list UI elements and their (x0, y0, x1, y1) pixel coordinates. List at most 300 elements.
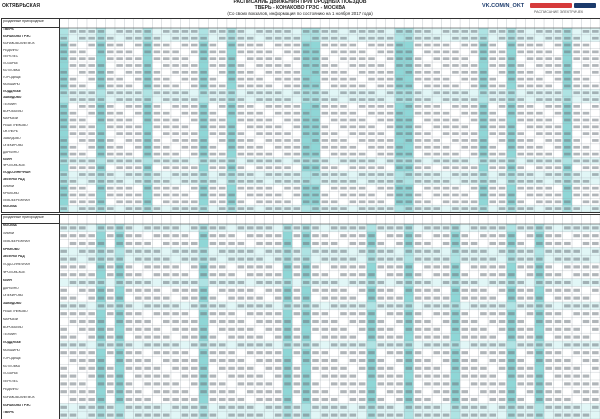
time-cell (172, 320, 179, 323)
time-cell (331, 64, 338, 67)
time-cell (359, 281, 366, 284)
time-cell (322, 258, 329, 261)
time-cell (219, 359, 226, 362)
time-cell (452, 351, 459, 354)
time-cell (583, 312, 590, 315)
time-cell (583, 98, 590, 101)
time-cell (172, 359, 179, 362)
time-cell (592, 242, 599, 245)
time-cell (191, 187, 198, 190)
time-cell (508, 234, 515, 237)
time-cell (527, 194, 534, 197)
time-cell (461, 250, 468, 253)
time-cell (461, 57, 468, 60)
time-cell (210, 30, 217, 33)
time-cell (312, 281, 319, 284)
time-cell (415, 146, 422, 149)
time-cell (135, 139, 142, 142)
time-cell (368, 320, 375, 323)
time-cell (60, 336, 67, 339)
time-cell (79, 125, 86, 128)
time-cell (294, 207, 301, 210)
time-cell (378, 173, 385, 176)
time-cell (275, 105, 282, 108)
time-cell (238, 226, 245, 229)
time-cell (368, 30, 375, 33)
time-cell (517, 105, 524, 108)
time-cell (527, 234, 534, 237)
time-cell (219, 250, 226, 253)
time-cell (60, 187, 67, 190)
time-cell (583, 57, 590, 60)
time-cell (79, 37, 86, 40)
time-cell (107, 375, 114, 378)
time-cell (275, 98, 282, 101)
time-cell (322, 336, 329, 339)
time-cell (154, 57, 161, 60)
time-cell (452, 312, 459, 315)
time-cell (154, 406, 161, 409)
time-cell (70, 64, 77, 67)
time-cell (98, 382, 105, 385)
time-cell (480, 37, 487, 40)
time-cell (154, 226, 161, 229)
time-cell (107, 160, 114, 163)
time-cell (359, 30, 366, 33)
time-cell (284, 139, 291, 142)
time-cell (331, 328, 338, 331)
time-cell (70, 125, 77, 128)
time-cell (284, 328, 291, 331)
time-cell (406, 382, 413, 385)
time-cell (303, 153, 310, 156)
time-cell (322, 71, 329, 74)
station-name: ТВЕРЬ (3, 28, 14, 32)
time-cell (172, 250, 179, 253)
time-cell (527, 85, 534, 88)
time-cell (452, 390, 459, 393)
time-cell (573, 289, 580, 292)
time-cell (294, 304, 301, 307)
time-cell (294, 146, 301, 149)
time-cell (443, 234, 450, 237)
time-cell (359, 289, 366, 292)
time-cell (312, 390, 319, 393)
time-cell (256, 119, 263, 122)
time-cell (247, 304, 254, 307)
time-cell (154, 382, 161, 385)
time-cell (536, 194, 543, 197)
time-cell (499, 200, 506, 203)
time-cell (396, 50, 403, 53)
time-cell (387, 375, 394, 378)
time-cell (238, 30, 245, 33)
time-cell (508, 398, 515, 401)
time-cell (88, 207, 95, 210)
time-cell (79, 320, 86, 323)
time-cell (527, 304, 534, 307)
time-cell (238, 139, 245, 142)
time-cell (219, 382, 226, 385)
time-cell (359, 57, 366, 60)
time-cell (536, 297, 543, 300)
time-cell (275, 281, 282, 284)
time-cell (228, 57, 235, 60)
time-cell (200, 406, 207, 409)
time-cell (247, 105, 254, 108)
time-cell (275, 273, 282, 276)
time-cell (88, 273, 95, 276)
time-cell (154, 343, 161, 346)
time-cell (228, 367, 235, 370)
time-cell (583, 146, 590, 149)
time-cell (266, 50, 273, 53)
time-cell (228, 200, 235, 203)
route-title: ТВЕРЬ - КОНАКОВО ГРЭС - МОСКВА (254, 4, 346, 11)
time-cell (144, 64, 151, 67)
time-cell (350, 98, 357, 101)
station-column-header: розданные пригородные (2, 215, 59, 224)
time-cell (517, 50, 524, 53)
time-cell (98, 132, 105, 135)
time-cell (592, 328, 599, 331)
time-cell (452, 382, 459, 385)
time-cell (359, 390, 366, 393)
time-cell (116, 30, 123, 33)
time-cell (322, 132, 329, 135)
time-cell (238, 281, 245, 284)
time-cell (60, 414, 67, 417)
time-cell (116, 304, 123, 307)
time-cell (452, 85, 459, 88)
time-cell (256, 153, 263, 156)
time-cell (70, 343, 77, 346)
time-cell (592, 37, 599, 40)
time-cell (340, 343, 347, 346)
time-cell (200, 153, 207, 156)
station-name: КОТЛОВКА (3, 69, 20, 73)
time-cell (219, 194, 226, 197)
time-cell (536, 281, 543, 284)
time-cell (480, 265, 487, 268)
time-cell (555, 112, 562, 115)
time-cell (135, 250, 142, 253)
time-cell (284, 207, 291, 210)
time-cell (116, 125, 123, 128)
time-cell (359, 132, 366, 135)
time-cell (116, 187, 123, 190)
time-cell (60, 173, 67, 176)
time-cell (172, 160, 179, 163)
time-cell (508, 112, 515, 115)
time-cell (247, 207, 254, 210)
time-cell (545, 125, 552, 128)
time-cell (247, 336, 254, 339)
time-cell (294, 234, 301, 237)
station-name: РЕДКИНО (3, 388, 19, 391)
time-cell (247, 258, 254, 261)
time-cell (443, 187, 450, 190)
time-cell (340, 226, 347, 229)
time-cell (415, 91, 422, 94)
time-cell (592, 226, 599, 229)
time-cell (415, 160, 422, 163)
time-cell (312, 187, 319, 190)
time-cell (415, 166, 422, 169)
station-name: РЕШЕТНИКОВО (3, 123, 28, 127)
time-cell (303, 194, 310, 197)
time-cell (284, 258, 291, 261)
time-cell (256, 398, 263, 401)
time-cell (359, 105, 366, 108)
station-name: КОНАКОВСКИЙ МОХ (3, 41, 35, 45)
time-cell (499, 273, 506, 276)
time-cell (98, 119, 105, 122)
time-cell (527, 50, 534, 53)
time-cell (284, 398, 291, 401)
time-cell (545, 320, 552, 323)
time-cell (172, 304, 179, 307)
time-cell (583, 242, 590, 245)
time-cell (275, 166, 282, 169)
time-cell (294, 367, 301, 370)
time-cell (555, 125, 562, 128)
time-cell (247, 194, 254, 197)
time-cell (480, 226, 487, 229)
time-cell (238, 50, 245, 53)
time-cell (331, 382, 338, 385)
time-cell (219, 273, 226, 276)
time-cell (172, 173, 179, 176)
time-cell (368, 200, 375, 203)
time-cell (303, 78, 310, 81)
time-cell (378, 200, 385, 203)
time-cell (247, 112, 254, 115)
time-cell (592, 351, 599, 354)
time-cell (275, 234, 282, 237)
time-cell (527, 153, 534, 156)
time-cell (135, 57, 142, 60)
time-cell (135, 398, 142, 401)
time-cell (266, 187, 273, 190)
time-cell (247, 139, 254, 142)
time-cell (396, 98, 403, 101)
time-cell (182, 180, 189, 183)
site-link[interactable]: VK.COM/N_OKT (482, 3, 525, 9)
time-cell (98, 98, 105, 101)
time-cell (116, 343, 123, 346)
time-cell (219, 289, 226, 292)
time-cell (480, 336, 487, 339)
time-cell (88, 258, 95, 261)
time-cell (322, 166, 329, 169)
time-cell (219, 57, 226, 60)
time-cell (182, 194, 189, 197)
time-cell (284, 44, 291, 47)
time-cell (452, 250, 459, 253)
time-cell (191, 98, 198, 101)
time-cell (583, 78, 590, 81)
time-cell (406, 132, 413, 135)
time-cell (275, 289, 282, 292)
time-cell (443, 153, 450, 156)
time-cell (499, 207, 506, 210)
time-cell (415, 30, 422, 33)
time-cell (350, 273, 357, 276)
time-cell (443, 265, 450, 268)
time-cell (247, 153, 254, 156)
time-cell (573, 57, 580, 60)
time-cell (256, 343, 263, 346)
time-cell (406, 351, 413, 354)
time-cell (508, 57, 515, 60)
time-cell (219, 207, 226, 210)
time-cell (489, 78, 496, 81)
time-cell (79, 64, 86, 67)
time-cell (331, 406, 338, 409)
time-cell (266, 250, 273, 253)
time-cell (107, 71, 114, 74)
time-cell (322, 64, 329, 67)
time-cell (387, 297, 394, 300)
time-cell (508, 281, 515, 284)
time-cell (154, 187, 161, 190)
time-cell (517, 328, 524, 331)
time-cell (98, 105, 105, 108)
time-cell (434, 160, 441, 163)
time-cell (350, 281, 357, 284)
time-cell (60, 375, 67, 378)
time-cell (135, 160, 142, 163)
time-cell (452, 173, 459, 176)
time-cell (480, 71, 487, 74)
time-cell (452, 320, 459, 323)
time-cell (303, 351, 310, 354)
time-cell (340, 207, 347, 210)
time-cell (387, 194, 394, 197)
time-cell (592, 153, 599, 156)
time-cell (294, 71, 301, 74)
station-name: ТЕХМИН (3, 103, 17, 107)
time-cell (443, 44, 450, 47)
time-cell (592, 359, 599, 362)
time-cell (443, 382, 450, 385)
time-cell (461, 44, 468, 47)
time-cell (172, 194, 179, 197)
time-cell (88, 320, 95, 323)
time-cell (107, 187, 114, 190)
time-cell (396, 281, 403, 284)
time-cell (266, 320, 273, 323)
time-cell (107, 367, 114, 370)
time-cell (452, 119, 459, 122)
time-cell (573, 226, 580, 229)
time-cell (154, 119, 161, 122)
time-cell (182, 200, 189, 203)
time-cell (396, 146, 403, 149)
time-cell (79, 343, 86, 346)
time-cell (88, 71, 95, 74)
time-cell (163, 343, 170, 346)
time-cell (126, 351, 133, 354)
time-cell (583, 112, 590, 115)
time-cell (98, 414, 105, 417)
station-name: ПОДСОЛНЕЧНАЯ (3, 171, 31, 175)
time-cell (238, 119, 245, 122)
time-cell (396, 265, 403, 268)
time-cell (378, 250, 385, 253)
time-cell (564, 207, 571, 210)
time-cell (461, 64, 468, 67)
time-cell (219, 132, 226, 135)
time-cell (471, 146, 478, 149)
time-cell (266, 273, 273, 276)
time-cell (228, 359, 235, 362)
time-cell (88, 105, 95, 108)
time-cell (60, 119, 67, 122)
time-cell (210, 85, 217, 88)
time-cell (499, 343, 506, 346)
time-cell (396, 194, 403, 197)
time-cell (517, 406, 524, 409)
time-cell (163, 119, 170, 122)
time-cell (284, 105, 291, 108)
time-cell (210, 242, 217, 245)
time-cell (200, 105, 207, 108)
time-cell (60, 297, 67, 300)
time-cell (200, 71, 207, 74)
time-cell (107, 297, 114, 300)
time-cell (303, 281, 310, 284)
time-cell (322, 44, 329, 47)
time-cell (368, 78, 375, 81)
time-cell (461, 160, 468, 163)
time-cell (461, 139, 468, 142)
time-cell (210, 414, 217, 417)
time-cell (387, 57, 394, 60)
time-cell (452, 194, 459, 197)
time-cell (536, 414, 543, 417)
time-cell (592, 382, 599, 385)
time-cell (163, 187, 170, 190)
time-cell (415, 132, 422, 135)
time-cell (154, 125, 161, 128)
time-cell (266, 105, 273, 108)
time-cell (275, 207, 282, 210)
time-cell (461, 200, 468, 203)
time-cell (200, 50, 207, 53)
time-cell (163, 320, 170, 323)
time-cell (144, 359, 151, 362)
time-cell (219, 160, 226, 163)
time-cell (154, 180, 161, 183)
time-cell (266, 382, 273, 385)
time-cell (527, 328, 534, 331)
time-cell (98, 44, 105, 47)
time-cell (517, 265, 524, 268)
time-cell (284, 132, 291, 135)
time-cell (592, 119, 599, 122)
time-cell (275, 320, 282, 323)
time-cell (303, 119, 310, 122)
time-cell (508, 336, 515, 339)
time-cell (545, 30, 552, 33)
time-cell (434, 265, 441, 268)
time-cell (135, 173, 142, 176)
time-cell (452, 160, 459, 163)
time-cell (322, 273, 329, 276)
time-cell (79, 390, 86, 393)
